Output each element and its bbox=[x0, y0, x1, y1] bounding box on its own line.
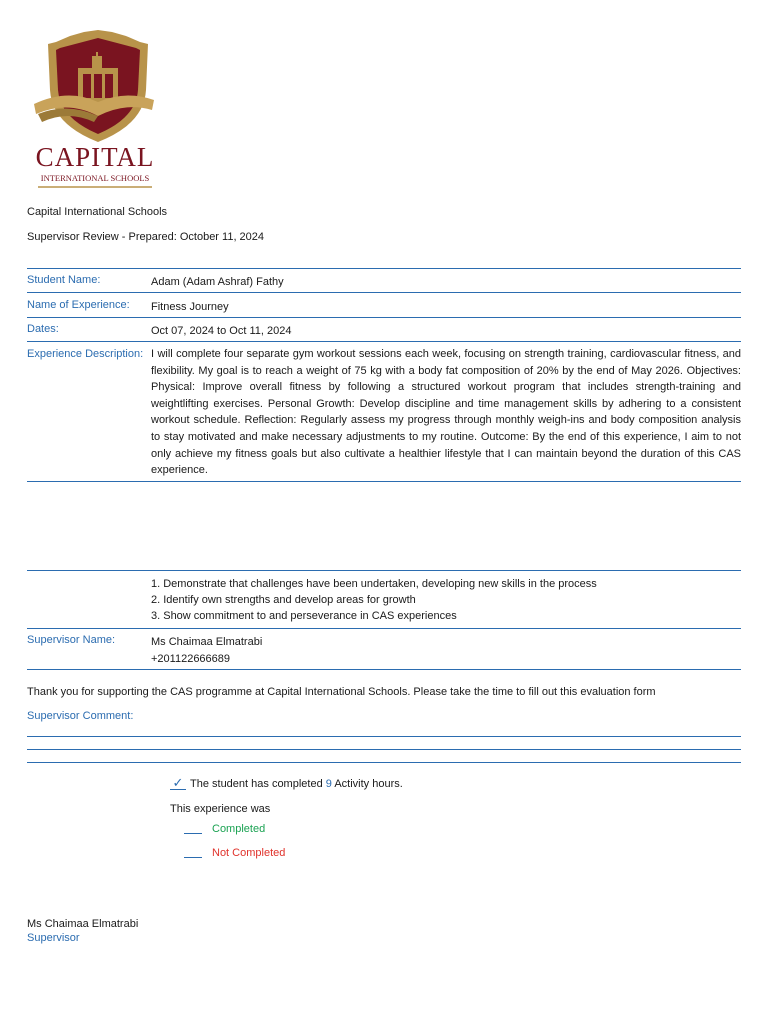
logo-subtitle: INTERNATIONAL SCHOOLS bbox=[40, 173, 150, 183]
comment-line[interactable] bbox=[27, 749, 741, 750]
not-completed-blank[interactable] bbox=[184, 857, 202, 858]
supervisor-name-value: Ms Chaimaa Elmatrabi bbox=[151, 636, 263, 648]
description-value: I will complete four separate gym workout sessions each week, focusing on strength training, cardiovascular fitness, and flexibility. My goal is to reach a weight of 75 kg with a body fat composition of 20% by the end of May 2026. Objectives: Physical: Improve overall fitness by following a structured workout program that includes strength-training and weightlifting exercises. Personal Growth: Develop discipline and time management skills by adhering to a consistent workout schedule. Reflection: Regularly assess my progress through monthly weigh-ins and body composition analysis to stay motivated and make necessary adjustments to my routine. Outcome: By the end of this experience, I aim to not only achieve my fitness goals but also cultivate a healthier lifestyle that I can maintain beyond the duration of this CAS experience. bbox=[151, 348, 741, 477]
divider bbox=[27, 669, 741, 670]
outcome-item: 1. Demonstrate that challenges have been undertaken, developing new skills in the process bbox=[151, 578, 597, 590]
supervisor-name-label: Supervisor Name: bbox=[27, 634, 116, 646]
not-completed-label: Not Completed bbox=[212, 847, 286, 859]
divider bbox=[27, 628, 741, 629]
signature-name: Ms Chaimaa Elmatrabi bbox=[27, 918, 139, 930]
comment-line[interactable] bbox=[27, 762, 741, 763]
completed-label: Completed bbox=[212, 823, 266, 835]
comment-line[interactable] bbox=[27, 736, 741, 737]
experience-was-label: This experience was bbox=[170, 803, 271, 815]
experience-name-value: Fitness Journey bbox=[151, 301, 229, 313]
divider bbox=[27, 317, 741, 318]
review-title: Supervisor Review - Prepared: October 11, 2024 bbox=[27, 231, 265, 243]
supervisor-comment-label: Supervisor Comment: bbox=[27, 710, 134, 722]
outcome-item: 3. Show commitment to and perseverance in CAS experiences bbox=[151, 610, 457, 622]
supervisor-phone: +201122666689 bbox=[151, 653, 231, 665]
description-label: Experience Description: bbox=[27, 348, 144, 360]
signature-role: Supervisor bbox=[27, 932, 80, 944]
experience-name-label: Name of Experience: bbox=[27, 299, 130, 311]
dates-value: Oct 07, 2024 to Oct 11, 2024 bbox=[151, 325, 292, 337]
student-name-label: Student Name: bbox=[27, 274, 101, 286]
hours-statement bbox=[170, 776, 403, 790]
logo-wordmark: CAPITAL bbox=[35, 142, 155, 172]
completed-option[interactable] bbox=[184, 823, 265, 835]
hours-prefix: The student has completed bbox=[190, 778, 323, 790]
divider bbox=[27, 341, 741, 342]
school-name: Capital International Schools bbox=[27, 206, 168, 218]
divider bbox=[27, 481, 741, 482]
school-logo bbox=[28, 30, 162, 190]
divider bbox=[27, 292, 741, 293]
outcome-item: 2. Identify own strengths and develop areas for growth bbox=[151, 594, 416, 606]
not-completed-option[interactable] bbox=[184, 847, 285, 859]
divider bbox=[27, 570, 741, 571]
divider bbox=[27, 268, 741, 269]
thank-you-text: Thank you for supporting the CAS programme at Capital International Schools. Please take the time to fill out this evaluation form bbox=[27, 686, 656, 698]
hours-value: 9 bbox=[325, 778, 332, 790]
dates-label: Dates: bbox=[27, 323, 59, 335]
hours-suffix: Activity hours. bbox=[334, 778, 403, 790]
checkmark-icon[interactable]: ✓ bbox=[170, 776, 186, 790]
completed-blank[interactable] bbox=[184, 833, 202, 834]
student-name-value: Adam (Adam Ashraf) Fathy bbox=[151, 276, 284, 288]
